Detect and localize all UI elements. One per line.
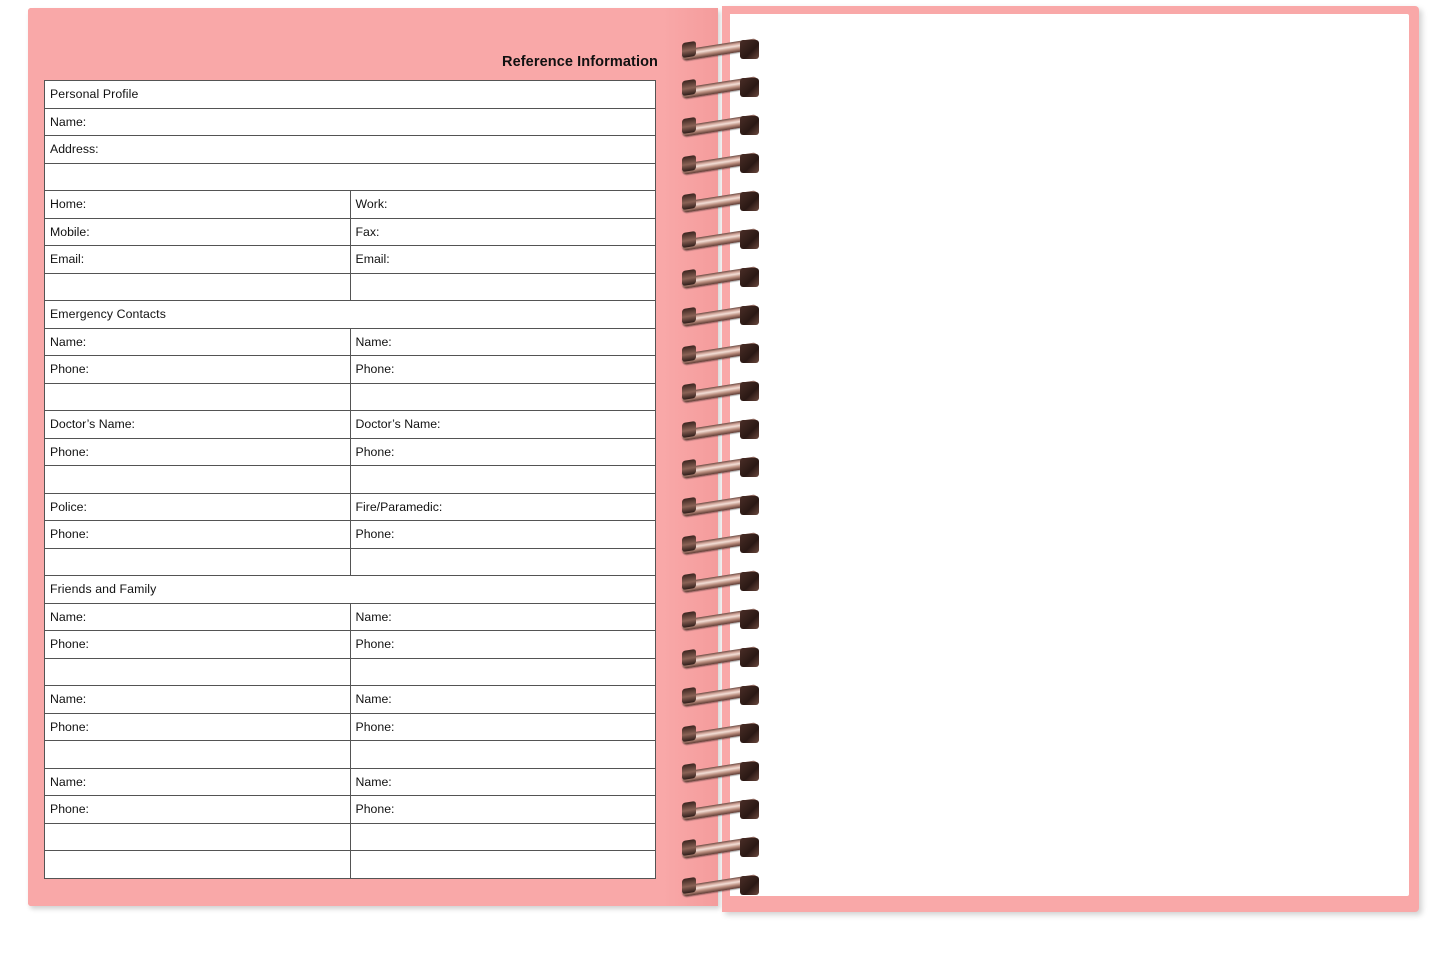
blank-field[interactable] — [45, 273, 351, 301]
field-label-email[interactable]: Email: — [45, 246, 351, 274]
page-title: Reference Information — [502, 54, 658, 70]
right-page — [722, 6, 1419, 912]
field-label-phone[interactable]: Phone: — [45, 631, 351, 659]
field-label-phone[interactable]: Phone: — [350, 631, 656, 659]
blank-field[interactable] — [45, 851, 351, 879]
form-row — [45, 658, 656, 686]
field-label-work[interactable]: Work: — [350, 191, 656, 219]
form-row — [45, 191, 656, 219]
form-row — [45, 631, 656, 659]
field-label-phone[interactable]: Phone: — [45, 356, 351, 384]
field-label-address[interactable]: Address: — [45, 136, 656, 164]
form-row — [45, 218, 656, 246]
form-row — [45, 163, 656, 191]
section-heading-row — [45, 576, 656, 604]
blank-field[interactable] — [45, 163, 656, 191]
form-row — [45, 686, 656, 714]
reference-information-table — [44, 80, 656, 879]
field-label-name[interactable]: Name: — [45, 686, 351, 714]
field-label-phone[interactable]: Phone: — [45, 796, 351, 824]
reference-information-form — [44, 54, 662, 879]
blank-field[interactable] — [45, 383, 351, 411]
blank-field[interactable] — [350, 383, 656, 411]
form-row — [45, 411, 656, 439]
form-row — [45, 493, 656, 521]
form-row — [45, 328, 656, 356]
blank-field[interactable] — [45, 658, 351, 686]
field-label-name[interactable]: Name: — [350, 768, 656, 796]
field-label-phone[interactable]: Phone: — [350, 713, 656, 741]
blank-field[interactable] — [45, 823, 351, 851]
section-heading-row — [45, 301, 656, 329]
blank-field[interactable] — [350, 741, 656, 769]
form-row — [45, 713, 656, 741]
blank-field[interactable] — [350, 658, 656, 686]
field-label-name[interactable]: Name: — [350, 603, 656, 631]
form-row — [45, 548, 656, 576]
field-label-fireparamedic[interactable]: Fire/Paramedic: — [350, 493, 656, 521]
blank-field[interactable] — [350, 823, 656, 851]
section-heading-row — [45, 81, 656, 109]
field-label-name[interactable]: Name: — [350, 686, 656, 714]
field-label-phone[interactable]: Phone: — [350, 356, 656, 384]
field-label-name[interactable]: Name: — [350, 328, 656, 356]
form-row — [45, 246, 656, 274]
form-row — [45, 521, 656, 549]
field-label-police[interactable]: Police: — [45, 493, 351, 521]
form-row — [45, 466, 656, 494]
field-label-phone[interactable]: Phone: — [45, 438, 351, 466]
blank-field[interactable] — [350, 548, 656, 576]
field-label-phone[interactable]: Phone: — [350, 796, 656, 824]
field-label-name[interactable]: Name: — [45, 328, 351, 356]
form-row — [45, 796, 656, 824]
form-row — [45, 383, 656, 411]
blank-field[interactable] — [45, 548, 351, 576]
field-label-name[interactable]: Name: — [45, 108, 656, 136]
field-label-phone[interactable]: Phone: — [350, 438, 656, 466]
field-label-doctorsname[interactable]: Doctor’s Name: — [350, 411, 656, 439]
section-heading-personal-profile: Personal Profile — [45, 81, 656, 109]
blank-field[interactable] — [350, 273, 656, 301]
right-paper-sheet — [730, 14, 1409, 896]
form-row — [45, 273, 656, 301]
form-row — [45, 603, 656, 631]
section-heading-emergency-contacts: Emergency Contacts — [45, 301, 656, 329]
field-label-phone[interactable]: Phone: — [350, 521, 656, 549]
form-row — [45, 851, 656, 879]
field-label-name[interactable]: Name: — [45, 768, 351, 796]
field-label-fax[interactable]: Fax: — [350, 218, 656, 246]
field-label-phone[interactable]: Phone: — [45, 713, 351, 741]
blank-field[interactable] — [350, 851, 656, 879]
field-label-home[interactable]: Home: — [45, 191, 351, 219]
form-row — [45, 823, 656, 851]
blank-field[interactable] — [350, 466, 656, 494]
form-row — [45, 768, 656, 796]
form-row — [45, 741, 656, 769]
field-label-email[interactable]: Email: — [350, 246, 656, 274]
field-label-mobile[interactable]: Mobile: — [45, 218, 351, 246]
form-row — [45, 136, 656, 164]
field-label-doctorsname[interactable]: Doctor’s Name: — [45, 411, 351, 439]
blank-field[interactable] — [45, 466, 351, 494]
form-row — [45, 438, 656, 466]
form-row — [45, 108, 656, 136]
blank-field[interactable] — [45, 741, 351, 769]
field-label-phone[interactable]: Phone: — [45, 521, 351, 549]
form-row — [45, 356, 656, 384]
field-label-name[interactable]: Name: — [45, 603, 351, 631]
section-heading-friends-and-family: Friends and Family — [45, 576, 656, 604]
